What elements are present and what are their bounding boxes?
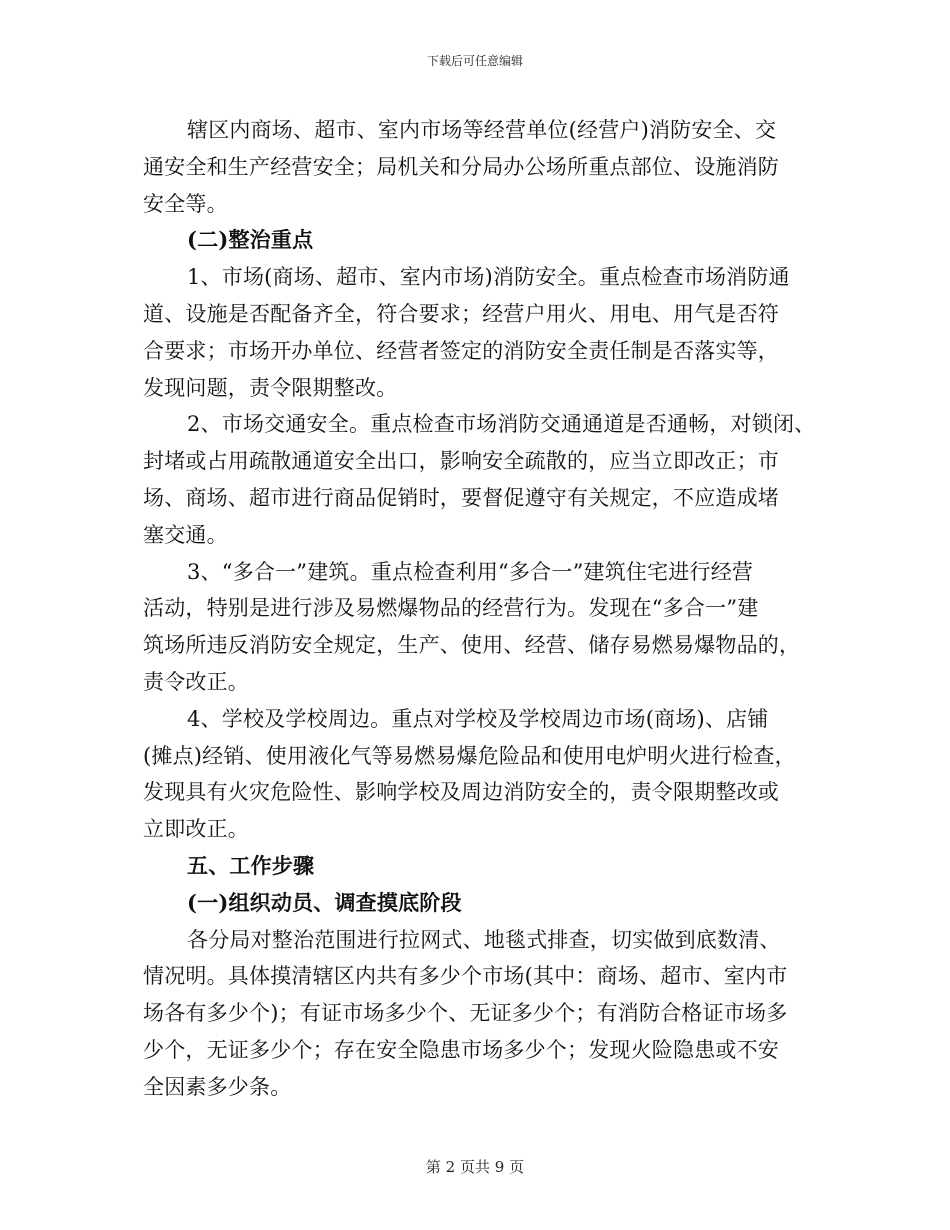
paragraph-line: 辖区内商场、超市、室内市场等经营单位(经营户)消防安全、交 [187,118,777,142]
paragraph-line: 少个，无证多少个；存在安全隐患市场多少个；发现火险隐患或不安 [143,1037,779,1062]
paragraph-line: 3、“多合一”建筑。重点检查利用“多合一”建筑住宅进行经营 [187,559,754,584]
paragraph-line: 发现问题，责令限期整改。 [143,375,398,400]
paragraph-line: 筑场所违反消防安全规定，生产、使用、经营、储存易燃易爆物品的， [143,633,801,658]
paragraph-line: 通安全和生产经营安全；局机关和分局办公场所重点部位、设施消防 [143,154,779,179]
paragraph-line: 1、市场(商场、超市、室内市场)消防安全。重点检查市场消防通 [187,265,790,290]
paragraph-line: 情况明。具体摸清辖区内共有多少个市场(其中：商场、超市、室内市 [143,964,788,989]
paragraph-line: 全因素多少条。 [143,1074,292,1099]
paragraph-line: (摊点)经销、使用液化气等易燃易爆危险品和使用电炉明火进行检查， [143,743,796,768]
section-heading: (一)组织动员、调查摸底阶段 [187,889,462,915]
page-header: 下载后可任意编辑 [426,54,523,68]
paragraph-line: 场、商场、超市进行商品促销时，要督促遵守有关规定，不应造成堵 [143,485,779,510]
paragraph-line: 道、设施是否配备齐全，符合要求；经营户用火、用电、用气是否符 [143,301,779,326]
paragraph-line: 各分局对整治范围进行拉网式、地毯式排查，切实做到底数清、 [187,927,781,952]
paragraph-line: 4、学校及学校周边。重点对学校及学校周边市场(商场)、店铺 [187,706,769,731]
section-heading: (二)整治重点 [187,227,314,253]
section-heading: 五、工作步骤 [187,852,315,878]
paragraph-line: 合要求；市场开办单位、经营者签定的消防安全责任制是否落实等， [143,338,779,363]
paragraph-line: 发现具有火灾危险性、影响学校及周边消防安全的，责令限期整改或 [143,780,779,805]
paragraph-line: 责令改正。 [143,669,249,694]
paragraph-line: 安全等。 [143,191,228,216]
paragraph-line: 塞交通。 [143,522,228,547]
document-body [143,112,833,1106]
paragraph-line: 封堵或占用疏散通道安全出口，影响安全疏散的，应当立即改正；市 [143,449,779,474]
paragraph-line: 活动，特别是进行涉及易燃爆物品的经营行为。发现在“多合一”建 [143,596,759,621]
paragraph-line: 2、市场交通安全。重点检查市场消防交通通道是否通畅，对锁闭、 [187,412,816,437]
page-footer: 第 2 页共 9 页 [425,1158,525,1176]
paragraph-line: 立即改正。 [143,817,249,842]
paragraph-line: 场各有多少个)；有证市场多少个、无证多少个；有消防合格证市场多 [143,1001,788,1026]
